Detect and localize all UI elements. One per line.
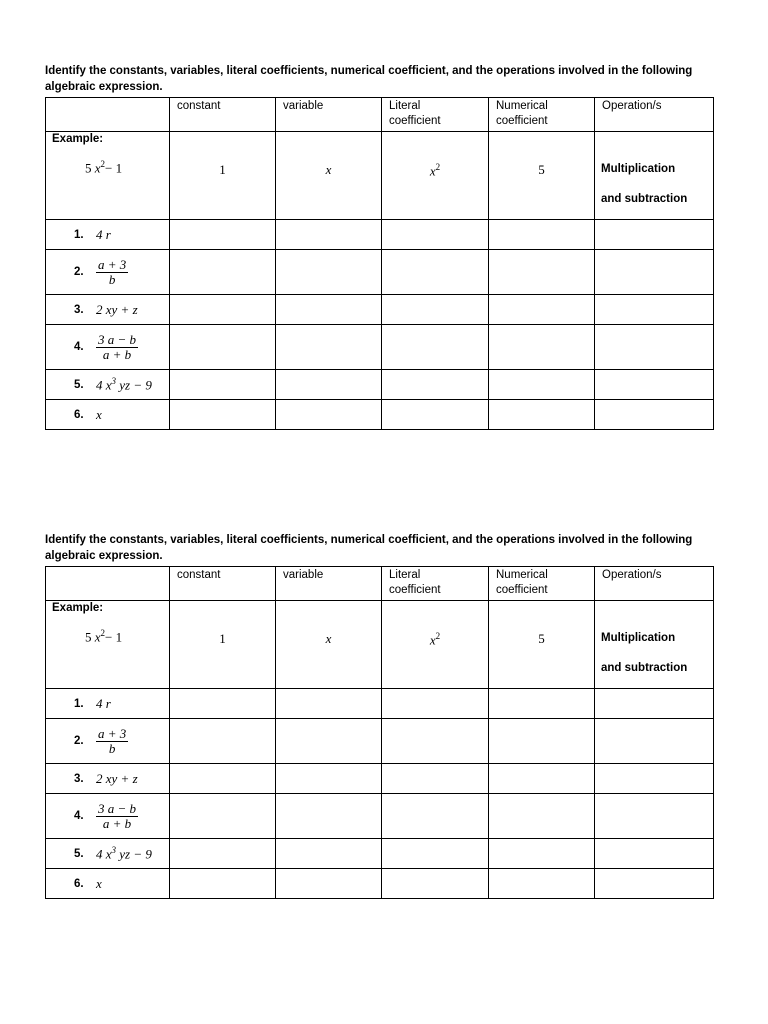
answer-cell[interactable]	[382, 400, 489, 430]
header-numerical-coefficient: Numerical coefficient	[489, 567, 595, 601]
answer-cell[interactable]	[489, 370, 595, 400]
answer-cell[interactable]	[595, 794, 714, 839]
instruction-text: Identify the constants, variables, literal coefficients, numerical coefficient, and the operations involved in the following algebraic expression.	[45, 534, 693, 562]
answer-cell[interactable]	[276, 764, 382, 794]
answer-cell[interactable]	[489, 220, 595, 250]
fraction: $\frac{3 a - b}{a + b}$	[98, 800, 137, 831]
answer-cell[interactable]	[595, 370, 714, 400]
example-constant-cell: 1	[170, 132, 276, 220]
header-blank-cell	[46, 98, 170, 132]
answer-cell[interactable]	[170, 764, 276, 794]
item-row-4: 4. $\frac{3 a - b}{a + b}$	[46, 794, 714, 839]
answer-cell[interactable]	[489, 764, 595, 794]
example-literal-cell: $x^2$	[382, 601, 489, 689]
worksheet-table	[45, 566, 714, 899]
answer-cell[interactable]	[276, 719, 382, 764]
example-variable-cell: x	[276, 601, 382, 689]
answer-cell[interactable]	[170, 689, 276, 719]
answer-cell[interactable]	[170, 869, 276, 899]
worksheet-section-1	[45, 63, 713, 430]
header-literal-coefficient: Literal coefficient	[382, 98, 489, 132]
header-constant: constant	[170, 567, 276, 601]
answer-cell[interactable]	[170, 370, 276, 400]
header-row	[46, 567, 714, 601]
fraction: $\frac{a + 3}{b}$	[98, 725, 127, 756]
header-operations: Operation/s	[595, 98, 714, 132]
answer-cell[interactable]	[276, 220, 382, 250]
answer-cell[interactable]	[489, 794, 595, 839]
example-variable-cell: x	[276, 132, 382, 220]
answer-cell[interactable]	[489, 869, 595, 899]
answer-cell[interactable]	[489, 839, 595, 869]
example-label: Example:	[52, 133, 104, 145]
answer-cell[interactable]	[170, 839, 276, 869]
example-numerical-cell: 5	[489, 601, 595, 689]
item-row-4: 4. $\frac{3 a - b}{a + b}$	[46, 325, 714, 370]
item-row-1: 1. 4 r	[46, 220, 714, 250]
header-variable: variable	[276, 98, 382, 132]
item-row-5: 5. 4 $x^3$ yz − 9	[46, 370, 714, 400]
answer-cell[interactable]	[276, 370, 382, 400]
answer-cell[interactable]	[595, 220, 714, 250]
answer-cell[interactable]	[170, 250, 276, 295]
answer-cell[interactable]	[382, 794, 489, 839]
answer-cell[interactable]	[382, 869, 489, 899]
header-operations: Operation/s	[595, 567, 714, 601]
answer-cell[interactable]	[382, 764, 489, 794]
answer-cell[interactable]	[595, 325, 714, 370]
answer-cell[interactable]	[276, 250, 382, 295]
example-row	[46, 132, 714, 220]
header-literal-coefficient: Literal coefficient	[382, 567, 489, 601]
item-row-6: 6. x	[46, 400, 714, 430]
answer-cell[interactable]	[382, 250, 489, 295]
answer-cell[interactable]	[489, 689, 595, 719]
example-row	[46, 601, 714, 689]
answer-cell[interactable]	[276, 839, 382, 869]
item-row-2: 2. $\frac{a + 3}{b}$	[46, 719, 714, 764]
example-operations-cell: Multiplication and subtraction	[595, 132, 714, 220]
answer-cell[interactable]	[595, 400, 714, 430]
example-expression-cell	[46, 601, 170, 689]
header-variable: variable	[276, 567, 382, 601]
answer-cell[interactable]	[595, 250, 714, 295]
fraction: $\frac{a + 3}{b}$	[98, 256, 127, 287]
header-blank-cell	[46, 567, 170, 601]
answer-cell[interactable]	[489, 325, 595, 370]
item-row-1: 1. 4 r	[46, 689, 714, 719]
answer-cell[interactable]	[595, 295, 714, 325]
example-expression: 5 $x^2- 1$	[85, 159, 123, 176]
answer-cell[interactable]	[595, 719, 714, 764]
answer-cell[interactable]	[489, 295, 595, 325]
answer-cell[interactable]	[595, 689, 714, 719]
answer-cell[interactable]	[489, 250, 595, 295]
answer-cell[interactable]	[595, 764, 714, 794]
example-literal-cell: $x^2$	[382, 132, 489, 220]
answer-cell[interactable]	[276, 794, 382, 839]
example-expression: 5 $x^2- 1$	[85, 628, 123, 645]
item-row-5: 5. 4 $x^3$ yz − 9	[46, 839, 714, 869]
answer-cell[interactable]	[276, 400, 382, 430]
item-row-6: 6. x	[46, 869, 714, 899]
answer-cell[interactable]	[276, 689, 382, 719]
fraction: $\frac{3 a - b}{a + b}$	[98, 331, 137, 362]
answer-cell[interactable]	[489, 400, 595, 430]
example-constant-cell: 1	[170, 601, 276, 689]
answer-cell[interactable]	[170, 719, 276, 764]
answer-cell[interactable]	[382, 295, 489, 325]
item-row-3: 3. 2 xy + z	[46, 295, 714, 325]
answer-cell[interactable]	[595, 839, 714, 869]
worksheet-table	[45, 97, 714, 430]
item-row-2: 2. $\frac{a + 3}{b}$	[46, 250, 714, 295]
answer-cell[interactable]	[382, 220, 489, 250]
answer-cell[interactable]	[170, 220, 276, 250]
example-label: Example:	[52, 602, 104, 614]
answer-cell[interactable]	[170, 400, 276, 430]
item-row-3: 3. 2 xy + z	[46, 764, 714, 794]
instruction-text: Identify the constants, variables, literal coefficients, numerical coefficient, and the operations involved in the following algebraic expression.	[45, 65, 693, 93]
answer-cell[interactable]	[276, 295, 382, 325]
header-numerical-coefficient: Numerical coefficient	[489, 98, 595, 132]
answer-cell[interactable]	[170, 325, 276, 370]
worksheet-section-2	[45, 532, 713, 899]
answer-cell[interactable]	[382, 370, 489, 400]
answer-cell[interactable]	[382, 719, 489, 764]
header-constant: constant	[170, 98, 276, 132]
answer-cell[interactable]	[382, 325, 489, 370]
answer-cell[interactable]	[382, 689, 489, 719]
answer-cell[interactable]	[595, 869, 714, 899]
example-operations-cell: Multiplication and subtraction	[595, 601, 714, 689]
answer-cell[interactable]	[276, 325, 382, 370]
example-numerical-cell: 5	[489, 132, 595, 220]
answer-cell[interactable]	[170, 794, 276, 839]
example-expression-cell	[46, 132, 170, 220]
answer-cell[interactable]	[276, 869, 382, 899]
answer-cell[interactable]	[489, 719, 595, 764]
header-row	[46, 98, 714, 132]
answer-cell[interactable]	[382, 839, 489, 869]
answer-cell[interactable]	[170, 295, 276, 325]
